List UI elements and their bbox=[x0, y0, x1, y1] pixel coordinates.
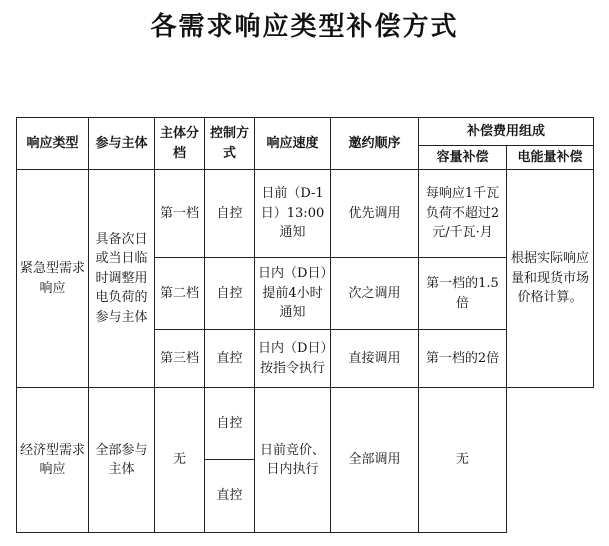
control-cell: 自控 bbox=[205, 388, 255, 460]
economic-capacity-cell: 无 bbox=[419, 388, 507, 533]
order-cell: 次之调用 bbox=[331, 258, 419, 330]
speed-cell: 日内（D日）提前4小时通知 bbox=[255, 258, 331, 330]
energy-comp-cell: 根据实际响应量和现货市场价格计算。 bbox=[507, 170, 594, 388]
header-capacity-comp: 容量补偿 bbox=[419, 146, 507, 170]
economic-order-cell: 全部调用 bbox=[331, 388, 419, 533]
header-response-type: 响应类型 bbox=[17, 118, 89, 170]
order-cell: 直接调用 bbox=[331, 330, 419, 388]
order-cell: 优先调用 bbox=[331, 170, 419, 258]
control-cell: 直控 bbox=[205, 330, 255, 388]
emergency-type-cell: 紧急型需求响应 bbox=[17, 170, 89, 388]
header-speed: 响应速度 bbox=[255, 118, 331, 170]
control-cell: 自控 bbox=[205, 170, 255, 258]
economic-type-cell: 经济型需求响应 bbox=[17, 388, 89, 533]
header-tier: 主体分档 bbox=[155, 118, 205, 170]
capacity-cell: 每响应1千瓦负荷不超过2元/千瓦·月 bbox=[419, 170, 507, 258]
control-cell: 自控 bbox=[205, 258, 255, 330]
header-order: 邀约顺序 bbox=[331, 118, 419, 170]
capacity-cell: 第一档的2倍 bbox=[419, 330, 507, 388]
compensation-table bbox=[16, 117, 594, 533]
tier-cell: 第三档 bbox=[155, 330, 205, 388]
tier-cell: 第一档 bbox=[155, 170, 205, 258]
speed-cell: 日前（D-1日）13:00通知 bbox=[255, 170, 331, 258]
control-cell: 直控 bbox=[205, 460, 255, 533]
header-energy-comp: 电能量补偿 bbox=[507, 146, 594, 170]
page-title: 各需求响应类型补偿方式 bbox=[150, 12, 459, 42]
speed-cell: 日内（D日）按指令执行 bbox=[255, 330, 331, 388]
capacity-cell: 第一档的1.5倍 bbox=[419, 258, 507, 330]
economic-speed-cell: 日前竞价、日内执行 bbox=[255, 388, 331, 533]
emergency-participant-cell: 具备次日或当日临时调整用电负荷的参与主体 bbox=[89, 170, 155, 388]
tier-cell: 第二档 bbox=[155, 258, 205, 330]
economic-participant-cell: 全部参与主体 bbox=[89, 388, 155, 533]
header-participant: 参与主体 bbox=[89, 118, 155, 170]
header-compensation: 补偿费用组成 bbox=[419, 118, 594, 146]
economic-tier-cell: 无 bbox=[155, 388, 205, 533]
header-control: 控制方式 bbox=[205, 118, 255, 170]
